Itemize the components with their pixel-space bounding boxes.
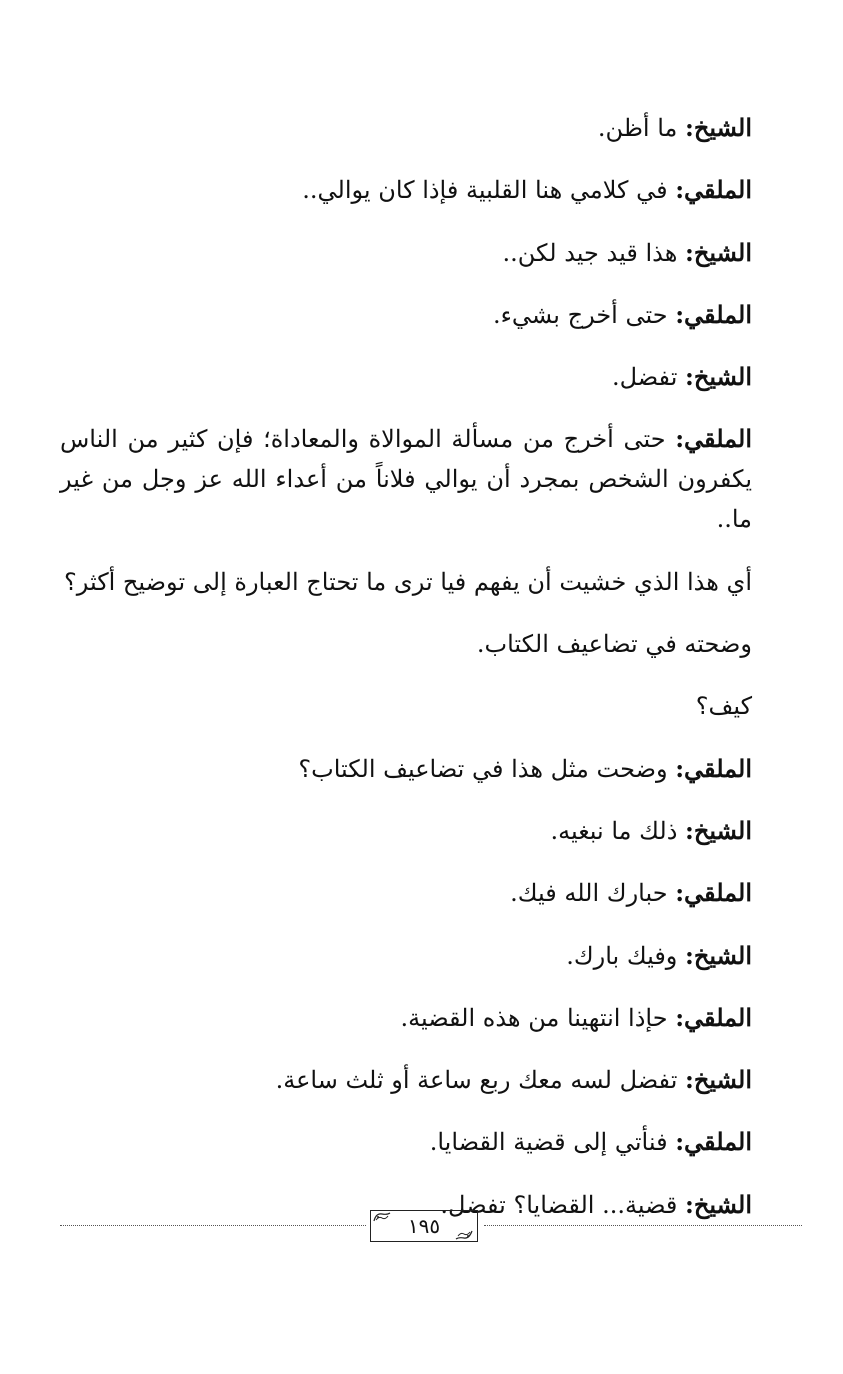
dialogue-line: أي هذا الذي خشيت أن يفهم فيا ترى ما تحتاج العبارة إلى توضيح أكثر؟ <box>63 567 752 596</box>
dialogue-line: تفضل لسه معك ربع ساعة أو ثلث ساعة. <box>275 1066 686 1095</box>
speaker-label: الملقي: <box>675 299 752 329</box>
speaker-label: الشيخ: <box>685 940 752 970</box>
dialogue-paragraph <box>60 1060 752 1100</box>
dialogue-line: وضحته في تضاعيف الكتاب. <box>476 630 752 659</box>
ornament-icon <box>373 1212 391 1222</box>
page-footer <box>60 1208 802 1248</box>
speaker-label: الشيخ: <box>685 1065 752 1095</box>
ornament-icon <box>455 1230 473 1240</box>
dialogue-line: قضية... القضايا؟ تفضل. <box>440 1190 686 1219</box>
dialogue-paragraph <box>60 295 752 335</box>
dialogue-line: حتى أخرج من مسألة الموالاة والمعاداة؛ فإن كثير من الناس يكفرون الشخص بمجرد أن يوالي فلاناً من أعداء الله عز وجل من غير ما.. <box>60 425 752 534</box>
speaker-label: الملقي: <box>675 878 752 908</box>
dialogue-paragraph <box>60 624 752 664</box>
speaker-label: الملقي: <box>675 1127 752 1157</box>
speaker-label: الشيخ: <box>685 362 752 392</box>
dialogue-paragraph <box>60 686 752 726</box>
dialogue-line: هذا قيد جيد لكن.. <box>502 238 686 267</box>
speaker-label: الشيخ: <box>685 815 752 845</box>
speaker-label: الملقي: <box>675 175 752 205</box>
speaker-label: الشيخ: <box>685 113 752 142</box>
dialogue-line: ذلك ما نبغيه. <box>550 816 686 845</box>
dialogue-line: تفضل. <box>611 363 686 392</box>
page-number: ١٩٥ <box>407 1214 441 1238</box>
dialogue-line: في كلامي هنا القلبية فإذا كان يوالي.. <box>302 176 676 205</box>
dialogue-line: ما أظن. <box>597 114 686 142</box>
speaker-label: الملقي: <box>675 1002 752 1032</box>
dialogue-paragraph <box>60 998 752 1038</box>
dialogue-text <box>60 108 752 1247</box>
speaker-label: الملقي: <box>675 753 752 783</box>
footer-divider <box>60 1225 366 1226</box>
dialogue-paragraph <box>60 873 752 913</box>
dialogue-line: وضحت مثل هذا في تضاعيف الكتاب؟ <box>298 754 676 783</box>
footer-divider <box>484 1225 802 1226</box>
dialogue-line: فنأتي إلى قضية القضايا. <box>429 1128 676 1157</box>
dialogue-line: كيف؟ <box>695 692 752 721</box>
dialogue-paragraph <box>60 562 752 602</box>
page-number-frame <box>370 1210 478 1242</box>
dialogue-paragraph <box>60 1122 752 1162</box>
dialogue-line: حإذا انتهينا من هذه القضية. <box>400 1003 676 1032</box>
dialogue-paragraph <box>60 749 752 789</box>
speaker-label: الشيخ: <box>685 237 752 267</box>
dialogue-line: حتى أخرج بشيء. <box>492 300 676 329</box>
dialogue-line: وفيك بارك. <box>566 941 686 970</box>
dialogue-line: حبارك الله فيك. <box>510 879 676 908</box>
dialogue-paragraph <box>60 419 752 539</box>
dialogue-paragraph <box>60 233 752 273</box>
dialogue-paragraph <box>60 108 752 148</box>
speaker-label: الشيخ: <box>685 1189 752 1219</box>
speaker-label: الملقي: <box>675 424 752 454</box>
dialogue-paragraph <box>60 357 752 397</box>
dialogue-paragraph <box>60 936 752 976</box>
dialogue-paragraph <box>60 170 752 210</box>
dialogue-paragraph <box>60 811 752 851</box>
